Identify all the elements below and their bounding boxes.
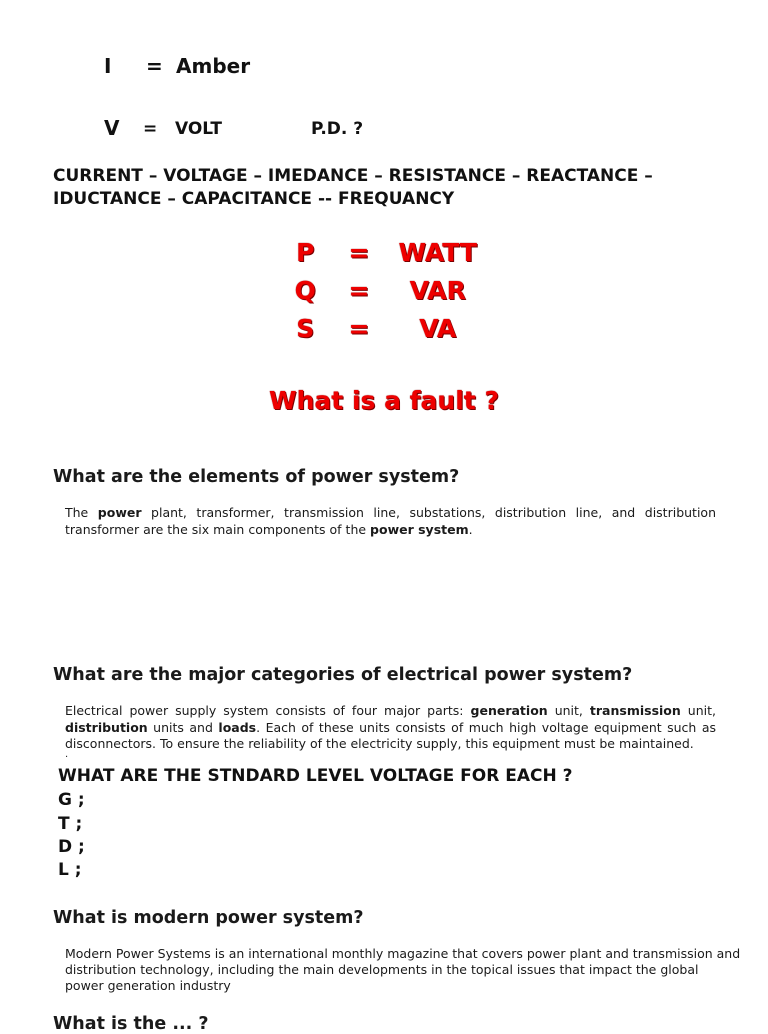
power-unit-name: VA (419, 314, 457, 343)
modern-line-3: power generation industry (65, 978, 231, 993)
text-run: Electrical power supply system consists of four major parts: (65, 703, 471, 718)
cutoff-heading: What is the ... ? (53, 1014, 209, 1034)
quantities-line-2: IDUCTANCE – CAPACITANCE -- FREQUANCY (53, 189, 455, 209)
bold-term: power system (370, 521, 469, 537)
modern-line-1: Modern Power Systems is an international monthly magazine that covers power plant and transmission and (65, 946, 741, 961)
elements-heading: What are the elements of power system? (53, 467, 460, 487)
equals-sign: = (348, 276, 370, 305)
level-distribution: D ; (58, 837, 85, 857)
power-unit-name: WATT (398, 238, 477, 267)
categories-heading: What are the major categories of electrical power system? (53, 665, 633, 685)
level-load: L ; (58, 860, 82, 880)
power-unit-q (0, 276, 768, 305)
level-transmission: T ; (58, 814, 83, 834)
text-run: . (468, 521, 473, 537)
symbol-current: I (104, 54, 112, 78)
modern-line-2: distribution technology, including the main developments in the topical issues that impact the global (65, 962, 699, 977)
power-symbol: Q (294, 276, 316, 305)
bold-term: loads (218, 719, 257, 735)
power-unit-s (0, 314, 768, 343)
elements-paragraph (65, 505, 716, 538)
text-run: unit, (680, 703, 717, 718)
power-symbol: P (296, 238, 315, 267)
equals-sign: = (348, 238, 370, 267)
equals-sign: = (143, 119, 158, 139)
fault-question: What is a fault ? (269, 386, 499, 415)
voltage-unit: VOLT (175, 119, 222, 139)
current-unit: Amber (176, 54, 251, 78)
equals-sign: = (348, 314, 370, 343)
text-run: plant, transformer, transmission line, substations, distribution line, and distribution transformer are the six main components of the (65, 505, 716, 537)
power-unit-name: VAR (409, 276, 466, 305)
bold-term: transmission (589, 703, 681, 718)
text-run: units and (147, 719, 219, 735)
power-symbol: S (296, 314, 315, 343)
equals-sign: = (146, 54, 163, 78)
bold-term: power (97, 505, 142, 520)
pd-note: P.D. ? (311, 119, 364, 139)
quantities-line-1: CURRENT – VOLTAGE – IMEDANCE – RESISTANCE – REACTANCE – (53, 166, 653, 186)
level-generation: G ; (58, 790, 85, 810)
bold-term: distribution (65, 719, 148, 735)
standard-levels-heading: WHAT ARE THE STNDARD LEVEL VOLTAGE FOR EACH ? (58, 766, 573, 786)
bold-term: generation (470, 703, 548, 718)
power-unit-p (0, 238, 768, 267)
text-run: The (65, 505, 98, 520)
modern-heading: What is modern power system? (53, 908, 364, 928)
text-run: unit, (547, 703, 590, 718)
symbol-voltage: V (104, 116, 120, 140)
categories-paragraph (65, 703, 716, 753)
text-run: . Each of these units consists of much high voltage equipment such as disconnectors. To ensure the reliability of the electricity supply, this equipment must be maintained. (65, 719, 716, 751)
stray-dot: . (65, 749, 69, 760)
